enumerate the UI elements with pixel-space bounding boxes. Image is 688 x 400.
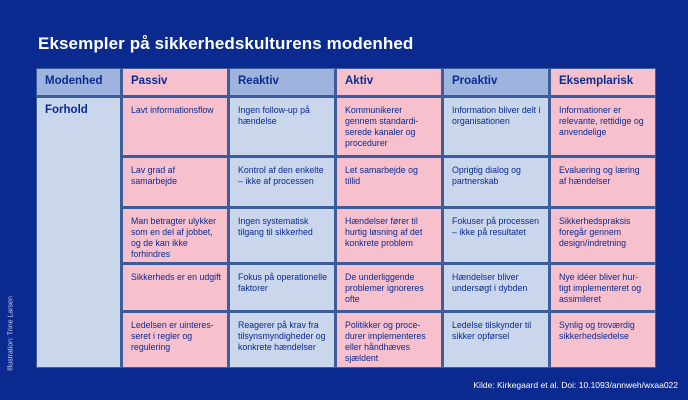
table-cell: Sikkerhedspraksis foregår gennem design/indretning bbox=[551, 209, 655, 262]
table-cell: Ledelsen er uinteres-seret i regler og regulering bbox=[123, 313, 227, 367]
table-cell: Synlig og troværdig sikkerhedsledelse bbox=[551, 313, 655, 367]
table-cell: Sikkerheds er en udgift bbox=[123, 265, 227, 310]
corner-header: Modenhed bbox=[37, 69, 120, 95]
table-cell: Politikker og proce-durer implementeres eller håndhæves sjældent bbox=[337, 313, 441, 367]
maturity-table bbox=[36, 68, 656, 368]
column-header-proaktiv: Proaktiv bbox=[444, 69, 548, 95]
page-title: Eksempler på sikkerhedskulturens modenhed bbox=[38, 34, 414, 53]
source-citation: Kilde: Kirkegaard et al. Doi: 10.1093/annweh/wxaa022 bbox=[473, 380, 678, 390]
table-cell: Let samarbejde og tillid bbox=[337, 158, 441, 206]
table-cell: Ingen follow-up på hændelse bbox=[230, 98, 334, 155]
table-cell: Fokus på operationelle faktorer bbox=[230, 265, 334, 310]
table-cell: Reagerer på krav fra tilsynsmyndigheder og konkrete hændelser bbox=[230, 313, 334, 367]
table-cell: Informationer er relevante, rettidige og anvendelige bbox=[551, 98, 655, 155]
column-header-eksemplarisk: Eksemplarisk bbox=[551, 69, 655, 95]
table-cell: Oprigtig dialog og partnerskab bbox=[444, 158, 548, 206]
table-cell: Fokuser på processen – ikke på resultatet bbox=[444, 209, 548, 262]
column-header-reaktiv: Reaktiv bbox=[230, 69, 334, 95]
table-cell: De underliggende problemer ignoreres ofte bbox=[337, 265, 441, 310]
table-cell: Kontrol af den enkelte – ikke af processen bbox=[230, 158, 334, 206]
table-cell: Hændelser fører til hurtig løsning af det konkrete problem bbox=[337, 209, 441, 262]
table-cell: Lavt informationsflow bbox=[123, 98, 227, 155]
column-header-aktiv: Aktiv bbox=[337, 69, 441, 95]
table-cell: Ledelse tilskynder til sikker opførsel bbox=[444, 313, 548, 367]
column-header-passiv: Passiv bbox=[123, 69, 227, 95]
table-cell: Information bliver delt i organisationen bbox=[444, 98, 548, 155]
table-cell: Lav grad af samarbejde bbox=[123, 158, 227, 206]
table-cell: Kommunikerer gennem standardi-serede kanaler og procedurer bbox=[337, 98, 441, 155]
row-label: Forhold bbox=[37, 98, 120, 367]
table-cell: Nye idéer bliver hur-tigt implementeret og assimileret bbox=[551, 265, 655, 310]
table-cell: Man betragter ulykker som en del af jobbet, og de kan ikke forhindres bbox=[123, 209, 227, 262]
table-cell: Ingen systematisk tilgang til sikkerhed bbox=[230, 209, 334, 262]
table-cell: Evaluering og læring af hændelser bbox=[551, 158, 655, 206]
table-cell: Hændelser bliver undersøgt i dybden bbox=[444, 265, 548, 310]
illustration-credit: Illustration: Trine Larsen bbox=[7, 296, 15, 371]
